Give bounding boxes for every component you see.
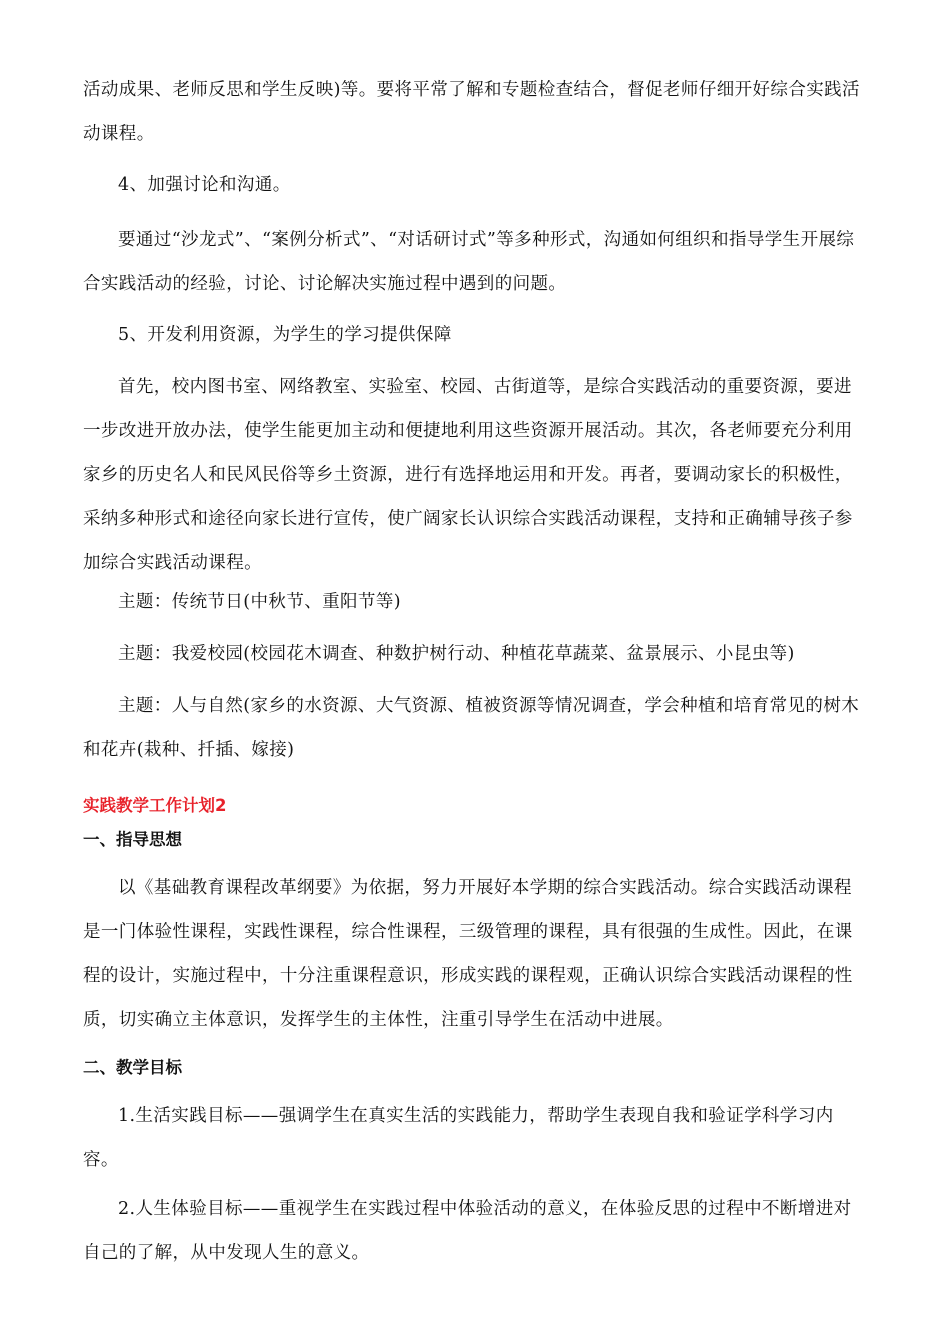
theme-3: 主题：人与自然(家乡的水资源、大气资源、植被资源等情况调查，学会种植和培育常见的树木和花卉(栽种、扦插、嫁接) xyxy=(83,696,860,760)
paragraph-continuation: 活动成果、老师反思和学生反映)等。要将平常了解和专题检查结合，督促老师仔细开好综合实践活动课程。 xyxy=(83,80,860,144)
item5-body: 首先，校内图书室、网络教室、实验室、校园、古街道等，是综合实践活动的重要资源，要进一步改进开放办法，使学生能更加主动和便捷地利用这些资源开展活动。其次，各老师要充分利用家乡的历史名人和民风民俗等乡土资源，进行有选择地运用和开发。再者，要调动家长的积极性，采纳多种形式和途径向家长进行宣传，使广阔家长认识综合实践活动课程，支持和正确辅导孩子参加综合实践活动课程。 xyxy=(83,377,853,573)
heading-guiding-ideology: 一、指导思想 xyxy=(83,830,182,849)
goal-2: 2.人生体验目标——重视学生在实践过程中体验活动的意义，在体验反思的过程中不断增进对自己的了解，从中发现人生的意义。 xyxy=(83,1199,852,1263)
guiding-ideology-body: 以《基础教育课程改革纲要》为依据，努力开展好本学期的综合实践活动。综合实践活动课程是一门体验性课程，实践性课程，综合性课程，三级管理的课程，具有很强的生成性。因此，在课程的设计，实施过程中，十分注重课程意识，形成实践的课程观，正确认识综合实践活动课程的性质，切实确立主体意识，发挥学生的主体性，注重引导学生在活动中进展。 xyxy=(83,878,853,1030)
goal-1: 1.生活实践目标——强调学生在真实生活的实践能力，帮助学生表现自我和验证学科学习内容。 xyxy=(83,1106,834,1170)
section-title: 实践教学工作计划2 xyxy=(83,796,227,815)
heading-teaching-goals: 二、教学目标 xyxy=(83,1058,182,1077)
item5-title: 5、开发利用资源，为学生的学习提供保障 xyxy=(118,325,452,345)
item4-body: 要通过“沙龙式”、“案例分析式”、“对话研讨式”等多种形式，沟通如何组织和指导学生开展综合实践活动的经验，讨论、讨论解决实施过程中遇到的问题。 xyxy=(83,230,855,294)
item4-title: 4、加强讨论和沟通。 xyxy=(118,175,291,195)
theme-2: 主题：我爱校园(校园花木调查、种数护树行动、种植花草蔬菜、盆景展示、小昆虫等) xyxy=(118,644,795,664)
theme-1: 主题：传统节日(中秋节、重阳节等) xyxy=(118,592,401,612)
